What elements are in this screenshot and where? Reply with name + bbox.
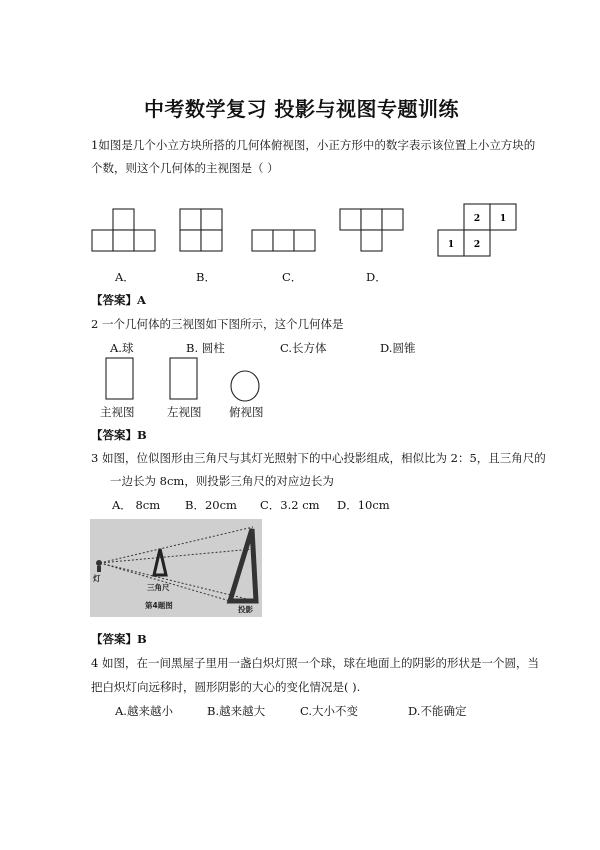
q4-option-a: A.越来越小: [115, 704, 173, 718]
q3-option-a: A． 8cm: [112, 498, 161, 512]
q4-option-b: B.越来越大: [207, 704, 266, 718]
page-title: 中考数学复习 投影与视图专题训练: [144, 97, 459, 121]
grid-number: 1: [447, 240, 455, 250]
q2-three-views: [0, 0, 600, 420]
q4-text-line1: 4 如图，在一间黑屋子里用一盏白炽灯照一个球，球在地面上的阴影的形状是一个圆，当: [91, 656, 539, 670]
q1-option-b: B．: [196, 270, 216, 284]
q1-text-line2: 个数，则这个几何体的主视图是（ ）: [91, 161, 279, 175]
side-view-rectangle: [170, 358, 197, 399]
q3-answer: 【答案】B: [91, 632, 147, 646]
q4-option-d: D.不能确定: [408, 704, 467, 718]
q1-option-d: D．: [366, 270, 387, 284]
q1-answer: 【答案】A: [91, 293, 146, 307]
q2-side-view-label: 左视图: [167, 405, 202, 419]
q3-option-c: C．3.2 cm: [260, 498, 320, 512]
q2-option-d: D.圆锥: [380, 341, 416, 355]
q2-option-c: C.长方体: [280, 341, 327, 355]
grid-number: 2: [473, 214, 481, 224]
q1-text-line1: 1如图是几个小立方块所搭的几何体俯视图，小正方形中的数字表示该位置上小立方块的: [91, 138, 536, 152]
q2-option-a: A.球: [110, 341, 134, 355]
q4-option-c: C.大小不变: [300, 704, 359, 718]
q2-top-view-label: 俯视图: [229, 405, 264, 419]
lamp-label: 灯: [93, 574, 101, 583]
lamp-icon: [96, 560, 102, 572]
grid-number: 1: [499, 214, 507, 224]
q2-text-line1: 2 一个几何体的三视图如下图所示，这个几何体是: [91, 317, 344, 331]
figure-caption: 第4题图: [145, 601, 173, 610]
q4-text-line2: 把白炽灯向远移时，圆形阴影的大心的变化情况是( ).: [91, 680, 361, 694]
q3-projection-figure: [90, 519, 262, 617]
q2-front-view-label: 主视图: [100, 405, 135, 419]
ruler-label: 三角尺: [147, 583, 170, 592]
q3-option-d: D．10cm: [337, 498, 390, 512]
q3-option-b: B．20cm: [185, 498, 237, 512]
q3-text-line2: 一边长为 8cm，则投影三角尺的对应边长为: [110, 474, 334, 488]
q1-option-c: C．: [282, 270, 303, 284]
front-view-rectangle: [106, 358, 133, 399]
q2-answer: 【答案】B: [91, 428, 147, 442]
shadow-label: 投影: [238, 605, 253, 614]
grid-number: 2: [473, 240, 481, 250]
projected-triangle-icon: [230, 529, 256, 601]
q3-text-line1: 3 如图，位似图形由三角尺与其灯光照射下的中心投影组成，相似比为 2：5，且三角尺的: [91, 451, 546, 465]
small-triangle-ruler-icon: [154, 549, 166, 575]
top-view-circle: [231, 371, 259, 401]
q2-option-b: B. 圆柱: [186, 341, 225, 355]
q1-option-a: A．: [115, 270, 135, 284]
